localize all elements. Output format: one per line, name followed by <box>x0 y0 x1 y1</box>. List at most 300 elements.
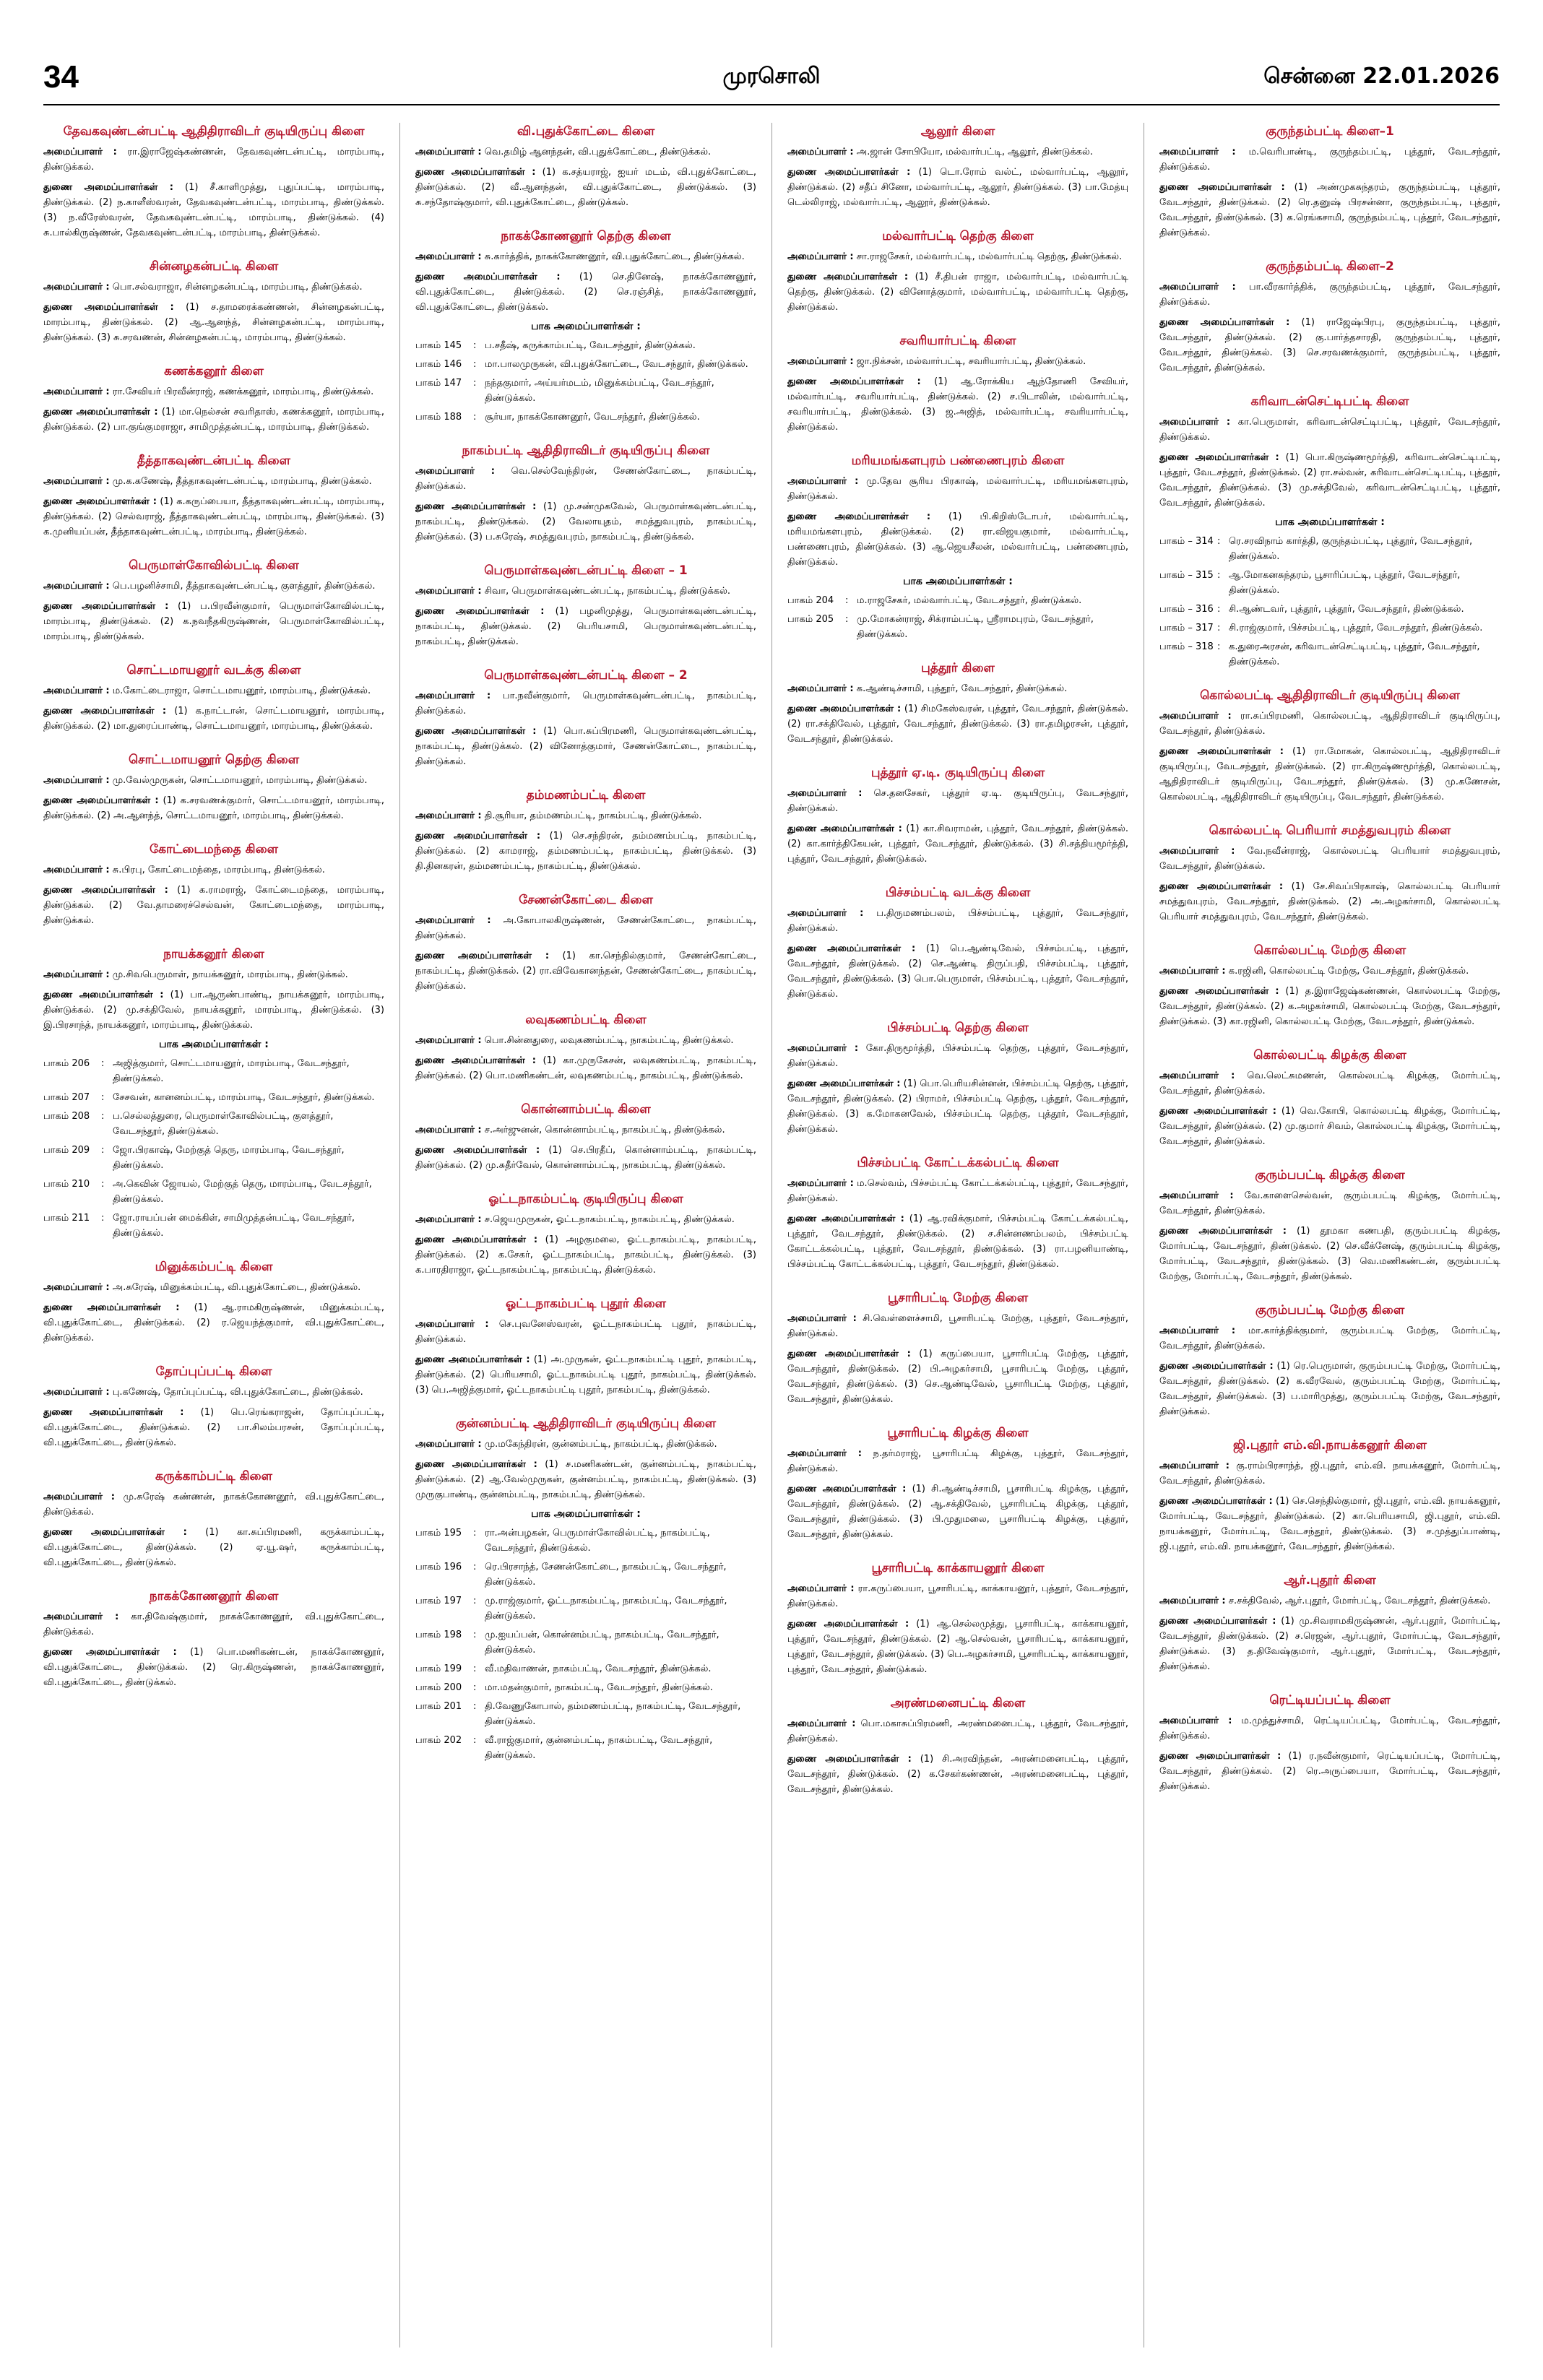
deputy-organisers-label: துணை அமைப்பாளர்கள் : <box>1159 317 1290 328</box>
organiser-label: அமைப்பாளர் : <box>787 683 854 694</box>
organiser-name: சா.ராஜசேகர், மல்வார்பட்டி, மல்வார்பட்டி தெற்கு, திண்டுக்கல். <box>856 251 1123 262</box>
branch-title: குன்னம்பட்டி ஆதிதிராவிடர் குடியிருப்பு கிளை <box>455 1416 717 1431</box>
deputy-organisers-names: (1) மு.சண்முகவேல், பெருமாள்கவுண்டன்பட்டி, நாகம்பட்டி, திண்டுக்கல். (2) வேலாயுதம், சமத்துவபுரம், நாகம்பட்டி, திண்டுக்கல். (3) ப.சுரேஷ், சமத்துவபுரம், நாகம்பட்டி, திண்டுக்கல். <box>415 501 756 542</box>
deputy-organisers-entry <box>415 724 756 769</box>
organiser-name: ச.சக்திவேல், ஆர்.புதூர், மோர்பட்டி, வேடசந்தூர், திண்டுக்கல். <box>1228 1596 1491 1606</box>
deputy-organisers-names: (1) அண்முகசுந்தரம், குருந்தம்பட்டி, புத்தூர், வேடசந்தூர், திண்டுக்கல். (2) ரெ.தனுஷ் பிரசன்னா, குருந்தம்பட்டி, புத்தூர், வேடசந்தூர், திண்டுக்கல். (3) க.ரெங்கசாமி, குருந்தம்பட்டி, புத்தூர், வேடசந்தூர், திண்டுக்கல். <box>1159 182 1500 238</box>
booth-organiser: மு.ஐயப்பன், கொன்னம்பட்டி, நாகம்பட்டி, வேடசந்தூர், திண்டுக்கல். <box>485 1630 719 1656</box>
branch-section <box>1159 1437 1500 1554</box>
deputy-organisers-names: (1) ரா.மோகன், கொல்லபட்டி, ஆதிதிராவிடர் குடியிருப்பு, வேடசந்தூர், திண்டுக்கல். (2) ரா.கிருஷ்ணமூர்த்தி, கொல்லபட்டி, ஆதிதிராவிடர் குடியிருப்பு, வேடசந்தூர், திண்டுக்கல். (3) மு.கணேசன், கொல்லபட்டி, ஆதிதிராவிடர் குடியிருப்பு, வேடசந்தூர், திண்டுக்கல். <box>1159 746 1500 802</box>
branch-section <box>415 228 756 425</box>
booth-colon: : <box>101 1213 105 1224</box>
deputy-organisers-names: (1) சி.அரவிந்தன், அரண்மனைபட்டி, புத்தூர், வேடசந்தூர், திண்டுக்கல். (2) க.சேகர்கண்ணன், அரண்மனைபட்டி, புத்தூர், வேடசந்தூர், திண்டுக்கல். <box>787 1754 1128 1795</box>
booth-colon: : <box>473 378 477 389</box>
organiser-name: க.ஆண்டிச்சாமி, புத்தூர், வேடசந்தூர், திண்டுக்கல். <box>856 683 1068 694</box>
booth-colon: : <box>473 1701 477 1712</box>
organiser-label: அமைப்பாளர் : <box>787 251 854 262</box>
organiser-entry <box>1159 709 1500 739</box>
branch-section <box>787 764 1128 867</box>
deputy-organisers-names: (1) மு.சிவராமகிருஷ்ணன், ஆர்.புதூர், மோர்பட்டி, வேடசந்தூர், திண்டுக்கல். (2) ச.ரெஜன், ஆர்.புதூர், மோர்பட்டி, வேடசந்தூர், திண்டுக்கல். (3) த.திவேஷ்குமார், ஆர்.புதூர், மோர்பட்டி, வேடசந்தூர், திண்டுக்கல். <box>1159 1616 1500 1672</box>
booth-colon: : <box>101 1092 105 1103</box>
booth-organiser: ப.செல்லத்துரை, பெருமாள்கோவில்பட்டி, குளத்தூர், வேடசந்தூர், திண்டுக்கல். <box>113 1111 334 1137</box>
organiser-entry <box>415 1033 756 1048</box>
booth-number: பாகம் 210 <box>43 1179 90 1190</box>
booth-row <box>1159 620 1500 636</box>
organiser-name: வே.காளைசெல்வன், குரும்பபட்டி கிழக்கு, மோர்பட்டி, வேடசந்தூர், திண்டுக்கல். <box>1159 1190 1500 1216</box>
branch-title: ஓட்டநாகம்பட்டி புதூர் கிளை <box>505 1297 666 1311</box>
organiser-entry <box>787 474 1128 504</box>
deputy-organisers-entry <box>43 300 384 345</box>
deputy-organisers-entry <box>415 1053 756 1083</box>
branch-title: தோப்புப்பட்டி கிளை <box>155 1364 272 1379</box>
deputy-organisers-entry <box>787 269 1128 315</box>
booth-colon: : <box>1217 641 1221 652</box>
deputy-organisers-label: துணை அமைப்பாளர்கள் : <box>415 1055 536 1066</box>
branch-title: கோட்டைமந்தை கிளை <box>150 842 278 857</box>
deputy-organisers-entry <box>415 499 756 545</box>
deputy-organisers-entry <box>43 793 384 823</box>
deputy-organisers-label: துணை அமைப்பாளர்கள் : <box>415 831 541 841</box>
organiser-label: அமைப்பாளர் : <box>43 685 110 696</box>
booth-organiser: ரா.அன்பழகன், பெருமாள்கோவில்பட்டி, நாகம்பட்டி, வேடசந்தூர், திண்டுக்கல். <box>485 1528 710 1554</box>
booth-organiser: ப.சதீஷ், கருக்காம்பட்டி, வேடசந்தூர், திண்டுக்கல். <box>485 340 696 351</box>
booth-number: பாகம் 195 <box>415 1528 462 1539</box>
booth-colon: : <box>1217 623 1221 633</box>
deputy-organisers-entry <box>1159 984 1500 1029</box>
booth-number: பாகம் 211 <box>43 1213 90 1224</box>
booth-colon: : <box>473 412 477 423</box>
deputy-organisers-label: துணை அமைப்பாளர்கள் : <box>415 1234 538 1245</box>
branch-section <box>1159 822 1500 925</box>
deputy-organisers-label: துணை அமைப்பாளர்கள் : <box>43 601 169 612</box>
deputy-organisers-entry <box>1159 1359 1500 1419</box>
deputy-organisers-entry <box>415 1143 756 1173</box>
booth-organiser: நந்தகுமார், அய்யர்மடம், மினுக்கம்பட்டி, வேடசந்தூர், திண்டுக்கல். <box>485 378 714 404</box>
branch-section <box>43 258 384 345</box>
organiser-label: அமைப்பாளர் : <box>43 147 117 157</box>
deputy-organisers-names: (1) வெ.கோபி, கொல்லபட்டி கிழக்கு, மோர்பட்டி, வேடசந்தூர், திண்டுக்கல். (2) மு.குமார் சிவம், கொல்லபட்டி கிழக்கு, மோர்பட்டி, வேடசந்தூர், திண்டுக்கல். <box>1159 1106 1500 1147</box>
organiser-entry <box>43 144 384 175</box>
organiser-name: பொ.மகாசுப்பிரமணி, அரண்மனைபட்டி, புத்தூர், வேடசந்தூர், திண்டுக்கல். <box>787 1718 1128 1744</box>
booth-organiser: ம.ராஜசேகர், மல்வார்பட்டி, வேடசந்தூர், திண்டுக்கல். <box>857 595 1082 606</box>
organiser-name: ச.அர்ஜுனன், கொன்னாம்பட்டி, நாகம்பட்டி, திண்டுக்கல். <box>484 1125 725 1135</box>
booth-organiser: ஜோ.ராயப்பன் மைக்கிள், சாமிமுத்தன்பட்டி, வேடசந்தூர், திண்டுக்கல். <box>113 1213 355 1239</box>
booth-number: பாகம் 146 <box>415 359 462 370</box>
branch-section <box>43 363 384 435</box>
deputy-organisers-names: (1) ஆ.ரோக்கிய ஆந்தோணி சேவியர், மல்வார்பட்டி, சவரியார்பட்டி, திண்டுக்கல். (2) ச.பிடாலின், மல்வார்பட்டி, சவரியார்பட்டி, திண்டுக்கல். (3) ஜ.அஜித், மல்வார்பட்டி, சவரியார்பட்டி, திண்டுக்கல். <box>787 376 1128 433</box>
deputy-organisers-names: (1) செ.பிரதீப், கொன்னாம்பட்டி, நாகம்பட்டி, திண்டுக்கல். (2) மு.சுதீர்வேல், கொன்னாம்பட்டி, நாகம்பட்டி, திண்டுக்கல். <box>415 1145 756 1171</box>
booth-organiser: அ.கெவின் ஜோயல், மேற்குத் தெரு, மாரம்பாடி, வேடசந்தூர், திண்டுக்கல். <box>113 1179 372 1205</box>
branch-section <box>787 659 1128 747</box>
deputy-organisers-entry <box>43 404 384 435</box>
booth-number: பாகம் 147 <box>415 378 462 389</box>
deputy-organisers-names: (1) க.சத்யராஜ், ஐயர் மடம், வி.புதுக்கோட்டை, திண்டுக்கல். (2) வீ.ஆனந்தன், வி.புதுக்கோட்டை, திண்டுக்கல். (3) சு.சந்தோஷ்குமார், வி.புதுக்கோட்டை, திண்டுக்கல். <box>415 167 756 208</box>
branch-section <box>787 1154 1128 1272</box>
branch-title: குருந்தம்பட்டி கிளை–1 <box>1266 124 1394 139</box>
organiser-name: பு.கணேஷ், தோப்புப்பட்டி, வி.புதுக்கோட்டை, திண்டுக்கல். <box>112 1387 363 1398</box>
branch-section <box>43 662 384 734</box>
organiser-label: அமைப்பாளர் : <box>43 1387 110 1398</box>
organiser-name: க.ரஜினி, கொல்லபட்டி மேற்கு, வேடசந்தூர், திண்டுக்கல். <box>1228 966 1469 977</box>
dateline: சென்னை 22.01.2026 <box>1263 64 1500 89</box>
organiser-label: அமைப்பாளர் : <box>787 788 863 799</box>
booth-colon: : <box>845 595 849 606</box>
organiser-name: மு.க.கணேஷ், தீத்தாகவுண்டன்பட்டி, மாரம்பாடி, திண்டுக்கல். <box>112 476 372 487</box>
booth-row <box>43 1177 384 1207</box>
organiser-entry <box>43 1385 384 1400</box>
deputy-organisers-names: (1) ரெ.பெருமாள், குரும்பபட்டி மேற்கு, மோர்பட்டி, வேடசந்தூர், திண்டுக்கல். (2) க.வீரவேல், குரும்பபட்டி மேற்கு, மோர்பட்டி, வேடசந்தூர், திண்டுக்கல். (3) ப.மாரிமுத்து, குரும்பபட்டி மேற்கு, வேடசந்தூர், திண்டுக்கல். <box>1159 1361 1500 1417</box>
organiser-entry <box>1159 144 1500 175</box>
branch-title: ஆர்.புதூர் கிளை <box>1284 1573 1376 1588</box>
branch-title: ரெட்டியப்பட்டி கிளை <box>1269 1693 1391 1708</box>
organiser-name: அ.கோபாலகிருஷ்ணன், சேணன்கோட்டை, நாகம்பட்டி, திண்டுக்கல். <box>415 915 756 941</box>
organiser-label: அமைப்பாளர் : <box>787 147 854 157</box>
deputy-organisers-names: (1) கருப்பையா, பூசாரிபட்டி மேற்கு, புத்தூர், வேடசந்தூர், திண்டுக்கல். (2) பி.அழகர்சாமி, பூசாரிபட்டி மேற்கு, புத்தூர், வேடசந்தூர், திண்டுக்கல். (3) செ.ஆண்டிவேல், பூசாரிபட்டி மேற்கு, புத்தூர், வேடசந்தூர், திண்டுக்கல். <box>787 1349 1128 1405</box>
deputy-organisers-label: துணை அமைப்பாளர்கள் : <box>415 272 561 282</box>
deputy-organisers-names: (1) பெ.ஆண்டிவேல், பிச்சம்பட்டி, புத்தூர், வேடசந்தூர், திண்டுக்கல். (2) செ.ஆண்டி திருப்பதி, பிச்சம்பட்டி, புத்தூர், வேடசந்தூர், திண்டுக்கல். (3) பொ.பெருமாள், பிச்சம்பட்டி, புத்தூர், வேடசந்தூர், திண்டுக்கல். <box>787 943 1128 1000</box>
deputy-organisers-entry <box>1159 1104 1500 1149</box>
branch-section <box>787 1019 1128 1137</box>
organiser-name: தி.சூரியா, தம்மணம்பட்டி, நாகம்பட்டி, திண்டுக்கல். <box>484 810 702 821</box>
branch-section <box>43 452 384 540</box>
branch-section <box>787 1559 1128 1677</box>
organiser-entry <box>787 249 1128 264</box>
branch-title: கரிவாடன்செட்டிபட்டி கிளை <box>1250 394 1409 409</box>
organiser-label: அமைப்பாளர் : <box>787 1043 859 1054</box>
deputy-organisers-label: துணை அமைப்பாளர்கள் : <box>415 726 537 737</box>
deputy-organisers-entry <box>415 1352 756 1398</box>
branch-section <box>787 123 1128 210</box>
booth-organiser: வீ.ராஜ்குமார், குன்னம்பட்டி, நாகம்பட்டி, வேடசந்தூர், திண்டுக்கல். <box>485 1735 713 1761</box>
deputy-organisers-names: (1) டொ.ரோம் வல்ட், மல்வார்பட்டி, ஆலூர், திண்டுக்கல். (2) சதீப் சினோ, மல்வார்பட்டி, ஆலூர், திண்டுக்கல். (3) பா.மேத்யு டெல்லிராஜ், மல்வார்பட்டி, ஆலூர், திண்டுக்கல். <box>787 167 1128 208</box>
deputy-organisers-entry <box>43 1525 384 1570</box>
booth-colon: : <box>1217 570 1221 581</box>
branch-title: கணக்கனூர் கிளை <box>164 364 264 378</box>
deputy-organisers-names: (1) கா.சிவராமன், புத்தூர், வேடசந்தூர், திண்டுக்கல். (2) கா.கார்த்திகேயன், புத்தூர், வேடசந்தூர், திண்டுக்கல். (3) சி.சத்தியமூர்த்தி, புத்தூர், வேடசந்தூர், திண்டுக்கல். <box>787 823 1128 865</box>
deputy-organisers-entry <box>415 604 756 649</box>
organiser-label: அமைப்பாளர் : <box>787 1583 855 1594</box>
booth-number: பாகம் – 317 <box>1159 623 1214 633</box>
branch-section <box>787 452 1128 642</box>
deputy-organisers-entry <box>1159 1224 1500 1284</box>
organiser-entry <box>43 683 384 698</box>
deputy-organisers-entry <box>787 1346 1128 1407</box>
organiser-label: அமைப்பாளர் : <box>415 1439 482 1450</box>
page-number: 34 <box>43 59 79 95</box>
organiser-name: சு.கார்த்திக், நாகக்கோணனூர், வி.புதுக்கோட்டை, திண்டுக்கல். <box>484 251 745 262</box>
deputy-organisers-label: துணை அமைப்பாளர்கள் : <box>415 1459 537 1470</box>
deputy-organisers-names: (1) கா.சுப்பிரமணி, கருக்காம்பட்டி, வி.புதுக்கோட்டை, திண்டுக்கல். (2) ஏ.யூ.ஷர், கருக்காம்பட்டி, வி.புதுக்கோட்டை, திண்டுக்கல். <box>43 1527 384 1568</box>
deputy-organisers-label: துணை அமைப்பாளர்கள் : <box>1159 1751 1281 1762</box>
branch-section <box>787 884 1128 1002</box>
deputy-organisers-entry <box>415 828 756 874</box>
booth-row <box>43 1090 384 1105</box>
organiser-entry <box>787 681 1128 696</box>
deputy-organisers-names: (1) சி.ஆண்டிச்சாமி, பூசாரிபட்டி கிழக்கு, புத்தூர், வேடசந்தூர், திண்டுக்கல். (2) ஆ.சக்திவேல், பூசாரிபட்டி கிழக்கு, புத்தூர், வேடசந்தூர், திண்டுக்கல். (3) பி.முதுமலை, பூசாரிபட்டி கிழக்கு, புத்தூர், வேடசந்தூர், திண்டுக்கல். <box>787 1484 1128 1540</box>
booth-row <box>1159 602 1500 617</box>
branch-title: குரும்பபட்டி மேற்கு கிளை <box>1255 1303 1405 1317</box>
deputy-organisers-names: (1) கா.செந்தில்குமார், சேணன்கோட்டை, நாகம்பட்டி, திண்டுக்கல். (2) ரா.விவேகானந்தன், சேணன்கோட்டை, நாகம்பட்டி, திண்டுக்கல். <box>415 951 756 992</box>
organiser-name: ஜா.நிக்சன், மல்வார்பட்டி, சவரியார்பட்டி, திண்டுக்கல். <box>856 356 1086 367</box>
organiser-name: ச.ஜெயமுருகன், ஓட்டநாகம்பட்டி, நாகம்பட்டி, திண்டுக்கல். <box>484 1214 735 1225</box>
branch-title: கொன்னாம்பட்டி கிளை <box>521 1102 651 1117</box>
branch-section <box>415 562 756 649</box>
organiser-entry <box>43 1280 384 1295</box>
deputy-organisers-names: (1) செ.செந்தில்குமார், ஜி.புதூர், எம்.வி. நாயக்கனூர், மோர்பட்டி, வேடசந்தூர், திண்டுக்கல். (2) கா.பெரியசாமி, ஜி.புதூர், எம்.வி. நாயக்கனூர், மோர்பட்டி, வேடசந்தூர், திண்டுக்கல். (3) ச.முத்துப்பாண்டி, ஜி.புதூர், எம்.வி. நாயக்கனூர், வேடசந்தூர், திண்டுக்கல். <box>1159 1496 1500 1552</box>
deputy-organisers-entry <box>787 165 1128 210</box>
organiser-name: கோ.திருமூர்த்தி, பிச்சம்பட்டி தெற்கு, புத்தூர், வேடசந்தூர், திண்டுக்கல். <box>787 1043 1128 1069</box>
booth-colon: : <box>473 359 477 370</box>
organiser-label: அமைப்பாளர் : <box>415 1035 482 1046</box>
branch-title: ஜி.புதூர் எம்.வி.நாயக்கனூர் கிளை <box>1233 1438 1427 1453</box>
branch-section <box>1159 1692 1500 1794</box>
organiser-name: கு.ராம்பிரசாந்த், ஜி.புதூர், எம்.வி. நாயக்கனூர், மோர்பட்டி, வேடசந்தூர், திண்டுக்கல். <box>1159 1461 1500 1487</box>
booth-number: பாகம் 200 <box>415 1682 462 1693</box>
branch-section <box>1159 1047 1500 1149</box>
deputy-organisers-entry <box>1159 315 1500 376</box>
organiser-name: மு.சிவபெருமாள், நாயக்கனூர், மாரம்பாடி, திண்டுக்கல். <box>112 969 348 980</box>
deputy-organisers-label: துணை அமைப்பாளர்கள் : <box>787 1213 904 1224</box>
booth-row <box>415 376 756 406</box>
branch-section <box>787 1695 1128 1797</box>
booth-number: பாகம் 207 <box>43 1092 90 1103</box>
deputy-organisers-label: துணை அமைப்பாளர்கள் : <box>43 182 173 193</box>
booth-number: பாகம் 188 <box>415 412 462 423</box>
booth-number: பாகம் 206 <box>43 1058 90 1069</box>
deputy-organisers-names: (1) க.நாட்டான், சொட்டமாயனூர், மாரம்பாடி, திண்டுக்கல். (2) மா.துரைப்பாண்டி, சொட்டமாயனூர், மாரம்பாடி, திண்டுக்கல். <box>43 706 384 732</box>
booth-number: பாகம் 145 <box>415 340 462 351</box>
organiser-entry <box>43 967 384 982</box>
organiser-name: பொ.சல்வராஜா, சின்னழகன்பட்டி, மாரம்பாடி, திண்டுக்கல். <box>112 282 363 293</box>
booth-organiser: சூர்யா, நாகக்கோணனூர், வேடசந்தூர், திண்டுக்கல். <box>485 412 700 423</box>
organiser-entry <box>1159 1188 1500 1219</box>
branch-title: சவரியார்பட்டி கிளை <box>899 334 1016 348</box>
booth-colon: : <box>473 1682 477 1693</box>
booth-row <box>415 338 756 353</box>
branch-title: நாகக்கோணனூர் கிளை <box>149 1589 279 1604</box>
booth-colon: : <box>473 1562 477 1572</box>
booth-organiser: ரெ.பிரசாந்த், சேணன்கோட்டை, நாகம்பட்டி, வேடசந்தூர், திண்டுக்கல். <box>485 1562 727 1588</box>
organiser-label: அமைப்பாளர் : <box>415 586 482 597</box>
deputy-organisers-names: (1) பொ.பெரியசின்னன், பிச்சம்பட்டி தெற்கு, புத்தூர், வேடசந்தூர், திண்டுக்கல். (2) பிராமர், பிச்சம்பட்டி தெற்கு, புத்தூர், வேடசந்தூர், திண்டுக்கல். (3) க.மோகனவேல், பிச்சம்பட்டி தெற்கு, புத்தூர், வேடசந்தூர், திண்டுக்கல். <box>787 1078 1128 1135</box>
organiser-entry <box>787 906 1128 936</box>
deputy-organisers-entry <box>43 1300 384 1346</box>
branch-section <box>415 787 756 874</box>
branch-section <box>1159 687 1500 805</box>
booth-organiser: மா.பாலமுருகன், வி.புதுக்கோட்டை, வேடசந்தூர், திண்டுக்கல். <box>485 359 748 370</box>
booth-organiser: சி.ராஜ்குமார், பிச்சம்பட்டி, புத்தூர், வேடசந்தூர், திண்டுக்கல். <box>1229 623 1483 633</box>
organiser-label: அமைப்பாளர் : <box>1159 1190 1234 1201</box>
branch-title: பெருமாள்கவுண்டன்பட்டி கிளை – 2 <box>484 668 688 683</box>
organiser-name: ம.முத்துச்சாமி, ரெட்டியப்பட்டி, மோர்பட்டி, வேடசந்தூர், திண்டுக்கல். <box>1159 1715 1500 1741</box>
booth-number: பாகம் – 316 <box>1159 604 1214 615</box>
branch-title: கருக்காம்பட்டி கிளை <box>155 1469 272 1484</box>
deputy-organisers-label: துணை அமைப்பாளர்கள் : <box>1159 1496 1273 1507</box>
deputy-organisers-label: துணை அமைப்பாளர்கள் : <box>787 511 931 522</box>
booth-number: பாகம் 201 <box>415 1701 462 1712</box>
column-1 <box>43 123 384 2347</box>
deputy-organisers-label: துணை அமைப்பாளர்கள் : <box>1159 1226 1287 1237</box>
deputy-organisers-label: துணை அமைப்பாளர்கள் : <box>415 1354 530 1365</box>
column-3 <box>787 123 1128 2347</box>
organiser-label: அமைப்பாளர் : <box>43 1282 110 1293</box>
branch-section <box>1159 393 1500 670</box>
organiser-entry <box>415 1212 756 1227</box>
deputy-organisers-label: துணை அமைப்பாளர்கள் : <box>1159 746 1284 757</box>
branch-section <box>43 841 384 928</box>
organiser-entry <box>787 786 1128 816</box>
branch-title: அரண்மனைபட்டி கிளை <box>890 1696 1026 1710</box>
deputy-organisers-names: (1) பொ.கிருஷ்ணமூர்த்தி, கரிவாடன்செட்டிபட்டி, புத்தூர், வேடசந்தூர், திண்டுக்கல். (2) ரா.சல்வன், கரிவாடன்செட்டிபட்டி, புத்தூர், வேடசந்தூர், திண்டுக்கல். (3) மு.சக்திவேல், கரிவாடன்செட்டிபட்டி, புத்தூர், வேடசந்தூர், திண்டுக்கல். <box>1159 452 1500 509</box>
branch-section <box>43 945 384 1241</box>
deputy-organisers-names: (1) சீ.காளிமுத்து, புதுப்பட்டி, மாரம்பாடி, திண்டுக்கல். (2) ந.காளீஸ்வரன், தேவகவுண்டன்பட்டி, மாரம்பாடி, திண்டுக்கல். (3) ந.வீரேஸ்வரன், தேவகவுண்டன்பட்டி, மாரம்பாடி, திண்டுக்கல். (4) சு.பால்கிருஷ்ணன், தேவகவுண்டன்பட்டி, மாரம்பாடி, திண்டுக்கல். <box>43 182 384 238</box>
branch-title: லவுகணம்பட்டி கிளை <box>525 1013 647 1027</box>
deputy-organisers-names: (1) ஆ.ரவிக்குமார், பிச்சம்பட்டி கோட்டக்கல்பட்டி, புத்தூர், வேடசந்தூர், திண்டுக்கல். (2) ச.சின்னணம்பலம், பிச்சம்பட்டி கோட்டக்கல்பட்டி, புத்தூர், வேடசந்தூர், திண்டுக்கல். (3) ரா.பழனியாண்டி, பிச்சம்பட்டி கோட்டக்கல்பட்டி, புத்தூர், வேடசந்தூர், திண்டுக்கல். <box>787 1213 1128 1270</box>
deputy-organisers-label: துணை அமைப்பாளர்கள் : <box>787 1754 912 1765</box>
deputy-organisers-names: (1) ஆ.ராமகிருஷ்ணன், மினுக்கம்பட்டி, வி.புதுக்கோட்டை, திண்டுக்கல். (2) ர.ஜெயந்த்குமார், வி.புதுக்கோட்டை, திண்டுக்கல். <box>43 1302 384 1343</box>
organiser-entry <box>1159 1458 1500 1489</box>
branch-title: நாகக்கோணனூர் தெற்கு கிளை <box>501 229 671 243</box>
organiser-entry <box>787 1446 1128 1476</box>
branch-title: கொல்லபட்டி பெரியார் சமத்துவபுரம் கிளை <box>1209 823 1451 838</box>
branch-section <box>1159 1302 1500 1419</box>
branch-title: பூசாரிபட்டி காக்காயனூர் கிளை <box>871 1561 1045 1575</box>
organiser-entry <box>787 1716 1128 1747</box>
organiser-name: பெ.பழனிச்சாமி, தீத்தாகவுண்டன்பட்டி, குளத்தூர், திண்டுக்கல். <box>112 581 376 592</box>
deputy-organisers-entry <box>415 269 756 315</box>
booth-number: பாகம் 209 <box>43 1145 90 1156</box>
organiser-entry <box>415 1122 756 1138</box>
deputy-organisers-label: துணை அமைப்பாளர்கள் : <box>787 943 916 954</box>
deputy-organisers-label: துணை அமைப்பாளர்கள் : <box>43 990 164 1000</box>
organiser-entry <box>1159 1323 1500 1354</box>
organiser-label: அமைப்பாளர் : <box>43 282 110 293</box>
branch-title: கொல்லபட்டி மேற்கு கிளை <box>1253 943 1406 958</box>
organiser-name: ம.வெரிபாண்டி, குருந்தம்பட்டி, புத்தூர், வேடசந்தூர், திண்டுக்கல். <box>1159 147 1500 173</box>
organiser-name: கா.திவேஷ்குமார், நாகக்கோணனூர், வி.புதுக்கோட்டை, திண்டுக்கல். <box>43 1611 384 1637</box>
deputy-organisers-label: துணை அமைப்பாளர்கள் : <box>787 1484 907 1494</box>
branch-title: சேணன்கோட்டை கிளை <box>519 893 653 907</box>
organiser-entry <box>1159 280 1500 310</box>
organiser-entry <box>43 862 384 878</box>
organiser-name: வெ.செல்வேந்திரன், சேணன்கோட்டை, நாகம்பட்டி, திண்டுக்கல். <box>415 466 756 492</box>
deputy-organisers-label: துணை அமைப்பாளர்கள் : <box>787 1349 911 1359</box>
organiser-label: அமைப்பாளர் : <box>43 1492 116 1502</box>
deputy-organisers-label: துணை அமைப்பாளர்கள் : <box>1159 452 1279 463</box>
deputy-organisers-entry <box>1159 1614 1500 1674</box>
deputy-organisers-names: (1) தூமகா கணபதி, குரும்பபட்டி கிழக்கு, மோர்பட்டி, வேடசந்தூர், திண்டுக்கல். (2) செ.வீக்னேஷ், குரும்பபட்டி கிழக்கு, மோர்பட்டி, வேடசந்தூர், திண்டுக்கல். (3) வெ.மணிகண்டன், குரும்பபட்டி மேற்கு, மோர்பட்டி, வேடசந்தூர், திண்டுக்கல். <box>1159 1226 1500 1282</box>
branch-title: குருந்தம்பட்டி கிளை–2 <box>1266 259 1394 274</box>
organiser-label: அமைப்பாளர் : <box>787 476 859 487</box>
organiser-name: செ.தனசேகர், புத்தூர் ஏ.டி. குடியிருப்பு, வேடசந்தூர், திண்டுக்கல். <box>787 788 1128 814</box>
organiser-name: ரா.சேவியர் பிரவீன்ராஜ், கணக்கனூர், மாரம்பாடி, திண்டுக்கல். <box>112 386 374 397</box>
branch-section <box>43 557 384 644</box>
deputy-organisers-names: (1) சே.சிவப்பிரகாஷ், கொல்லபட்டி பெரியார் சமத்துவபுரம், வேடசந்தூர், திண்டுக்கல். (2) அ.அழகர்சாமி, கொல்லபட்டி பெரியார் சமத்துவபுரம், வேடசந்தூர், திண்டுக்கல். <box>1159 881 1500 922</box>
newspaper-name: முரசொலி <box>722 64 821 89</box>
booth-row <box>1159 568 1500 598</box>
deputy-organisers-label: துணை அமைப்பாளர்கள் : <box>43 407 158 417</box>
organiser-name: அ.சுரேஷ், மினுக்கம்பட்டி, வி.புதுக்கோட்டை, திண்டுக்கல். <box>112 1282 361 1293</box>
deputy-organisers-entry <box>787 1211 1128 1272</box>
column-4 <box>1159 123 1500 2347</box>
organiser-entry <box>43 773 384 788</box>
deputy-organisers-entry <box>415 1457 756 1502</box>
deputy-organisers-label: துணை அமைப்பாளர்கள் : <box>43 706 167 717</box>
deputy-organisers-names: (1) ராஜேஷ்பிரபு, குருந்தம்பட்டி, புத்தூர், வேடசந்தூர், திண்டுக்கல். (2) கு.பார்த்தசாரதி, குருந்தம்பட்டி, புத்தூர், வேடசந்தூர், திண்டுக்கல். (3) செ.சரவணக்குமார், குருந்தம்பட்டி, புத்தூர், வேடசந்தூர், திண்டுக்கல். <box>1159 317 1500 373</box>
booth-organiser: சி.ஆண்டவர், புத்தூர், புத்தூர், வேடசந்தூர், திண்டுக்கல். <box>1229 604 1464 615</box>
branch-section <box>43 1363 384 1450</box>
organiser-entry <box>787 1581 1128 1611</box>
organiser-name: சிவா, பெருமாள்கவுண்டன்பட்டி, நாகம்பட்டி, திண்டுக்கல். <box>484 586 731 597</box>
booth-colon: : <box>101 1058 105 1069</box>
deputy-organisers-entry <box>787 1076 1128 1137</box>
deputy-organisers-label: துணை அமைப்பாளர்கள் : <box>43 1527 187 1538</box>
deputy-organisers-label: துணை அமைப்பாளர்கள் : <box>1159 986 1279 997</box>
deputy-organisers-entry <box>415 1232 756 1278</box>
deputy-organisers-entry <box>43 494 384 540</box>
organiser-label: அமைப்பாளர் : <box>43 581 110 592</box>
booth-organiser: ஆ.மோகனசுந்தரம், பூசாரிப்பட்டி, புத்தூர், வேடசந்தூர், திண்டுக்கல். <box>1229 570 1461 596</box>
booth-row <box>1159 534 1500 564</box>
booth-row <box>415 1559 756 1590</box>
deputy-organisers-label: துணை அமைப்பாளர்கள் : <box>1159 1616 1276 1627</box>
branch-section <box>787 332 1128 435</box>
branch-title: வி.புதுக்கோட்டை கிளை <box>517 124 655 139</box>
booth-colon: : <box>473 340 477 351</box>
booth-colon: : <box>473 1596 477 1606</box>
organiser-label: அமைப்பாளர் : <box>787 1178 854 1189</box>
deputy-organisers-names: (1) ச.மணிகண்டன், குன்னம்பட்டி, நாகம்பட்டி, திண்டுக்கல். (2) ஆ.வேல்முருகன், குன்னம்பட்டி, நாகம்பட்டி, திண்டுக்கல். (3) முருகுபாண்டி, குன்னம்பட்டி, நாகம்பட்டி, திண்டுக்கல். <box>415 1459 756 1500</box>
booth-number: பாகம் 208 <box>43 1111 90 1122</box>
booth-row <box>415 1699 756 1729</box>
branch-title: பூசாரிபட்டி கிழக்கு கிளை <box>887 1426 1029 1440</box>
branch-title: புத்தூர் ஏ.டி. குடியிருப்பு கிளை <box>870 766 1045 780</box>
booth-organisers-heading: பாக அமைப்பாளர்கள் : <box>159 1039 269 1050</box>
booth-number: பாகம் – 314 <box>1159 536 1214 547</box>
branch-section <box>787 228 1128 315</box>
organiser-entry <box>787 1176 1128 1206</box>
deputy-organisers-label: துணை அமைப்பாளர்கள் : <box>1159 1106 1276 1117</box>
organiser-name: மு.வேல்முருகன், சொட்டமாயனூர், மாரம்பாடி, திண்டுக்கல். <box>112 775 368 786</box>
booth-organisers-heading: பாக அமைப்பாளர்கள் : <box>903 576 1013 587</box>
organiser-label: அமைப்பாளர் : <box>415 1125 482 1135</box>
booth-organiser: ஜோ.பிரகாஷ், மேற்குத் தெரு, மாரம்பாடி, வேடசந்தூர், திண்டுக்கல். <box>113 1145 345 1171</box>
booth-row <box>43 1109 384 1139</box>
booth-row <box>415 1627 756 1658</box>
organiser-name: மு.தேவ சூரிய பிரகாஷ், மல்வார்பட்டி, மரியமங்களபுரம், திண்டுக்கல். <box>787 476 1128 502</box>
organiser-label: அமைப்பாளர் : <box>1159 966 1226 977</box>
deputy-organisers-label: துணை அமைப்பாளர்கள் : <box>787 1078 901 1089</box>
deputy-organisers-entry <box>787 821 1128 867</box>
branch-section <box>1159 1167 1500 1284</box>
organiser-label: அமைப்பாளர் : <box>415 915 491 926</box>
organiser-entry <box>415 144 756 160</box>
deputy-organisers-label: துணை அமைப்பாளர்கள் : <box>787 167 911 178</box>
column-2 <box>415 123 756 2347</box>
deputy-organisers-label: துணை அமைப்பாளர்கள் : <box>787 1619 909 1630</box>
branch-section <box>415 1415 756 1763</box>
deputy-organisers-label: துணை அமைப்பாளர்கள் : <box>415 1145 540 1156</box>
booth-row <box>415 410 756 425</box>
organiser-name: ரா.இராஜேஷ்கண்ணன், தேவகவுண்டன்பட்டி, மாரம்பாடி, திண்டுக்கல். <box>43 147 384 173</box>
booth-organiser: மு.ராஜ்குமார், ஓட்டநாகம்பட்டி, நாகம்பட்டி, வேடசந்தூர், திண்டுக்கல். <box>485 1596 727 1622</box>
organiser-entry <box>415 249 756 264</box>
booth-row <box>43 1143 384 1173</box>
booth-colon: : <box>473 1735 477 1746</box>
deputy-organisers-names: (1) பொ.சுப்பிரமணி, பெருமாள்கவுண்டன்பட்டி, நாகம்பட்டி, திண்டுக்கல். (2) வினோத்குமார், சேணன்கோட்டை, நாகம்பட்டி, திண்டுக்கல். <box>415 726 756 767</box>
booth-organiser: மு.மோகன்ராஜ், சிக்ராம்பட்டி, ஸ்ரீராமபுரம், வேடசந்தூர், திண்டுக்கல். <box>857 614 1094 640</box>
deputy-organisers-label: துணை அமைப்பாளர்கள் : <box>1159 182 1285 193</box>
